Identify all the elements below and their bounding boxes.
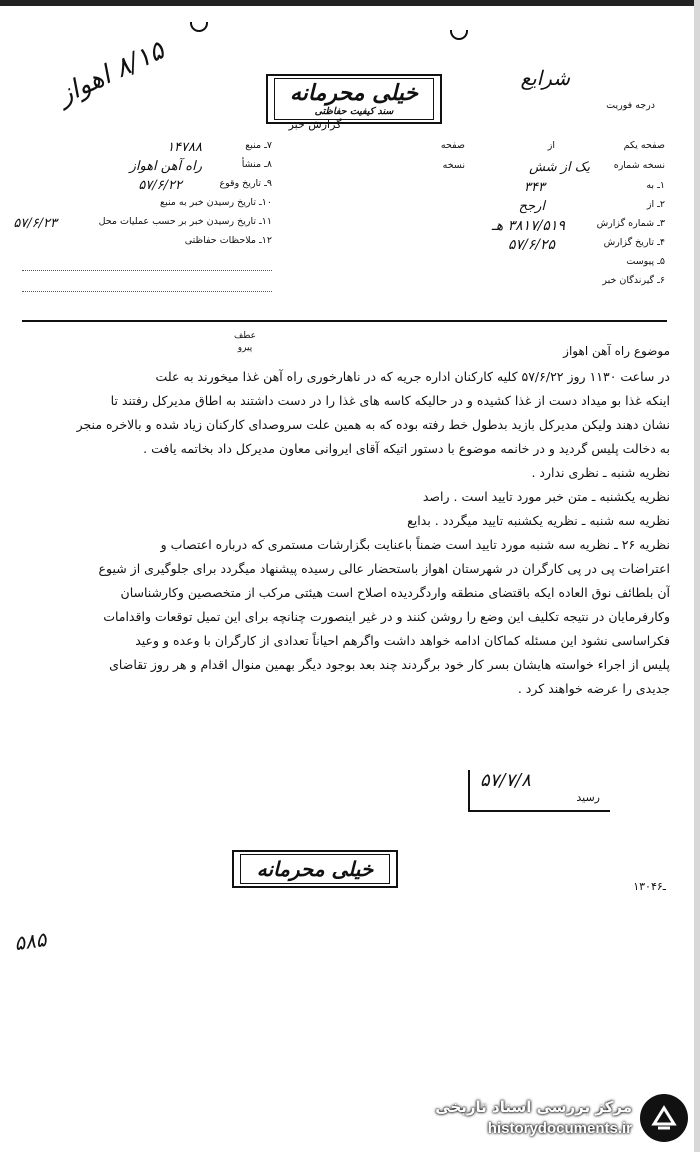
field-report-no-row [405, 218, 665, 237]
field-from-label: ۲ـ از [646, 199, 665, 210]
archive-logo-icon [640, 1094, 688, 1142]
field-to-value: ۳۴۳ [524, 180, 545, 195]
received-stamp [468, 770, 610, 812]
blank-line [22, 260, 272, 271]
field-report-no-label: ۳ـ شماره گزارش [596, 218, 665, 229]
field-to-label: ۱ـ به [646, 180, 665, 191]
scan-right-edge [694, 0, 700, 1152]
field-ops-row [13, 216, 272, 235]
field-from-row [405, 199, 665, 218]
field-news-source-row [22, 197, 272, 216]
scan-top-edge [0, 0, 700, 6]
field-attachment-row [405, 256, 665, 275]
classification-stamp [266, 74, 442, 124]
field-occur-value: ۵۷/۶/۲۲ [138, 178, 182, 193]
field-recipients-label: ۶ـ گیرندگان خبر [602, 275, 665, 286]
subject-line: موضوع راه آهن اهواز [563, 344, 670, 358]
binder-hole-right [450, 30, 468, 40]
body-line: اعتراضات پی در پی کارگران در شهرستان اهواز باستحضار عالی رسیده پیشنهاد میگردد برای جلوگیری از شیوع [98, 561, 670, 576]
body-line: نظریه ۲۶ ـ نظریه سه شنبه مورد تایید است ضمناً باعنایت بگزارشات مستمری که درباره اعتصاب و [160, 537, 670, 552]
field-occur-label: ۹ـ تاریخ وقوع [219, 178, 272, 189]
field-copy-label: نسخه شماره [613, 160, 665, 171]
body-line: نظریه یکشنبه ـ متن خبر مورد تایید است . راصد [422, 489, 670, 504]
field-report-date-label: ۴ـ تاریخ گزارش [603, 237, 665, 248]
body-line: آن بلطائف نوق العاده ایکه باقتضای منطقه واردگردیده اصلاح است هیئتی مرکب از متخصصین وکارشناسان [120, 585, 670, 600]
peyro-label: پیرو [237, 343, 253, 353]
field-page-mid: از [547, 140, 555, 151]
field-source-row [22, 140, 272, 159]
classification-text: خیلی محرمانه [289, 81, 419, 106]
left-fields [13, 140, 272, 292]
body-line: فکراساسی نشود این مسئله کماکان ادامه خواهد داشت واگرهم احیاناً تعدادی از کارگران با وعده و وعید [135, 633, 670, 648]
received-stamp-date: ۵۷/۷/۸ [480, 770, 531, 791]
form-code: ۱۳۰ـ۴۶ [633, 880, 666, 893]
field-ops-value: ۵۷/۶/۲۳ [13, 216, 57, 231]
field-page-tail: صفحه [440, 140, 465, 151]
body-line: اینکه غذا بو میداد دست از غذا کشیده و در حالیکه کاسه های غذا را در دست داشتند به اطاق مدیرکل رفتند تا [110, 393, 670, 408]
atf-label: عطف [233, 331, 257, 341]
field-news-source-label: ۱۰ـ تاریخ رسیدن خبر به منبع [160, 197, 272, 208]
field-origin-row [22, 159, 272, 178]
reference-block [230, 330, 260, 354]
body-line: به دخالت پلیس گردید و در خانمه موضوع با دستور اتیکه آقای ایروانی معاون مدیرکل داد بخاتمه یافت . [143, 441, 670, 456]
field-attachment-label: ۵ـ پیوست [626, 256, 665, 267]
field-page-label: صفحه یکم [623, 140, 665, 151]
body-line: نظریه سه شنبه ـ نظریه یکشنبه تایید میگردد . بدایع [407, 513, 670, 528]
field-source-label: ۷ـ منبع [245, 140, 272, 151]
field-recipients-row [405, 275, 665, 294]
footer-archive-title: مرکز بررسی اسناد تاریخی [435, 1098, 632, 1116]
classification-subtext: سند کیفیت حفاظتی [314, 106, 394, 117]
bottom-classification-stamp [232, 850, 398, 888]
right-fields [405, 140, 665, 294]
body-line: پلیس از اجراء خواسته هایشان بسر کار خود برگردند چند بعد بوجود دیگر بهمین منوال اقدام و هر روز تقاضای [109, 657, 670, 672]
body-line: نظریه شنبه ـ نظری ندارد . [531, 465, 670, 480]
field-origin-value: راه آهن اهواز [129, 159, 202, 174]
body-line: وکارفرمایان در نتیجه تکلیف این وضع را روشن کنند و در غیر اینصورت چنانچه برای این تمیل توقعات واقدامات [103, 609, 670, 624]
field-ops-label: ۱۱ـ تاریخ رسیدن خبر بر حسب عملیات محل [98, 216, 272, 227]
field-page-row [405, 140, 665, 160]
margin-handwritten-note: ۵۸۵ [12, 927, 48, 956]
field-from-value: ارجح [518, 199, 545, 214]
priority-handwritten: شرایع [520, 66, 570, 90]
field-occur-row [22, 178, 272, 197]
received-stamp-label: رسید [576, 791, 600, 804]
field-to-row [405, 180, 665, 199]
field-security-label: ۱۲ـ ملاحظات حفاظتی [184, 235, 272, 246]
report-title: گزارش خبر [288, 118, 342, 131]
field-security-row [22, 235, 272, 254]
field-copy-tail: نسخه [442, 160, 465, 171]
bottom-stamp-text: خیلی محرمانه [240, 854, 390, 884]
field-report-date-row [405, 237, 665, 256]
field-report-date-value: ۵۷/۶/۲۵ [507, 237, 555, 253]
field-copy-value: یک از شش [529, 160, 590, 175]
handwritten-location: ۸/۱۵ اهواز [53, 35, 169, 111]
field-copy-row [405, 160, 665, 180]
header-rule [22, 320, 667, 322]
body-line: نشان دهند ولیکن مدیرکل بازید بدطول خط رفته بوده که به همین علت سروصدای کارکنان زیاد شده و بالاخره منجر [76, 417, 670, 432]
report-body [30, 365, 670, 701]
footer-site: historydocuments.ir [487, 1120, 632, 1137]
body-line: جدیدی را عرضه خواهند کرد . [517, 681, 670, 696]
field-origin-label: ۸ـ منشأ [241, 159, 272, 170]
priority-label: درجه فوریت [606, 100, 655, 111]
field-source-value: ۱۴۷۸۸ [167, 140, 202, 155]
field-report-no-value: ۳۸۱۷/۵۱۹ هـ [491, 218, 565, 234]
blank-line [22, 281, 272, 292]
body-line: در ساعت ۱۱۳۰ روز ۵۷/۶/۲۲ کلیه کارکنان اداره جریه که در ناهارخوری راه آهن غذا میخورند به علت [155, 369, 670, 384]
binder-hole-left [190, 22, 208, 32]
